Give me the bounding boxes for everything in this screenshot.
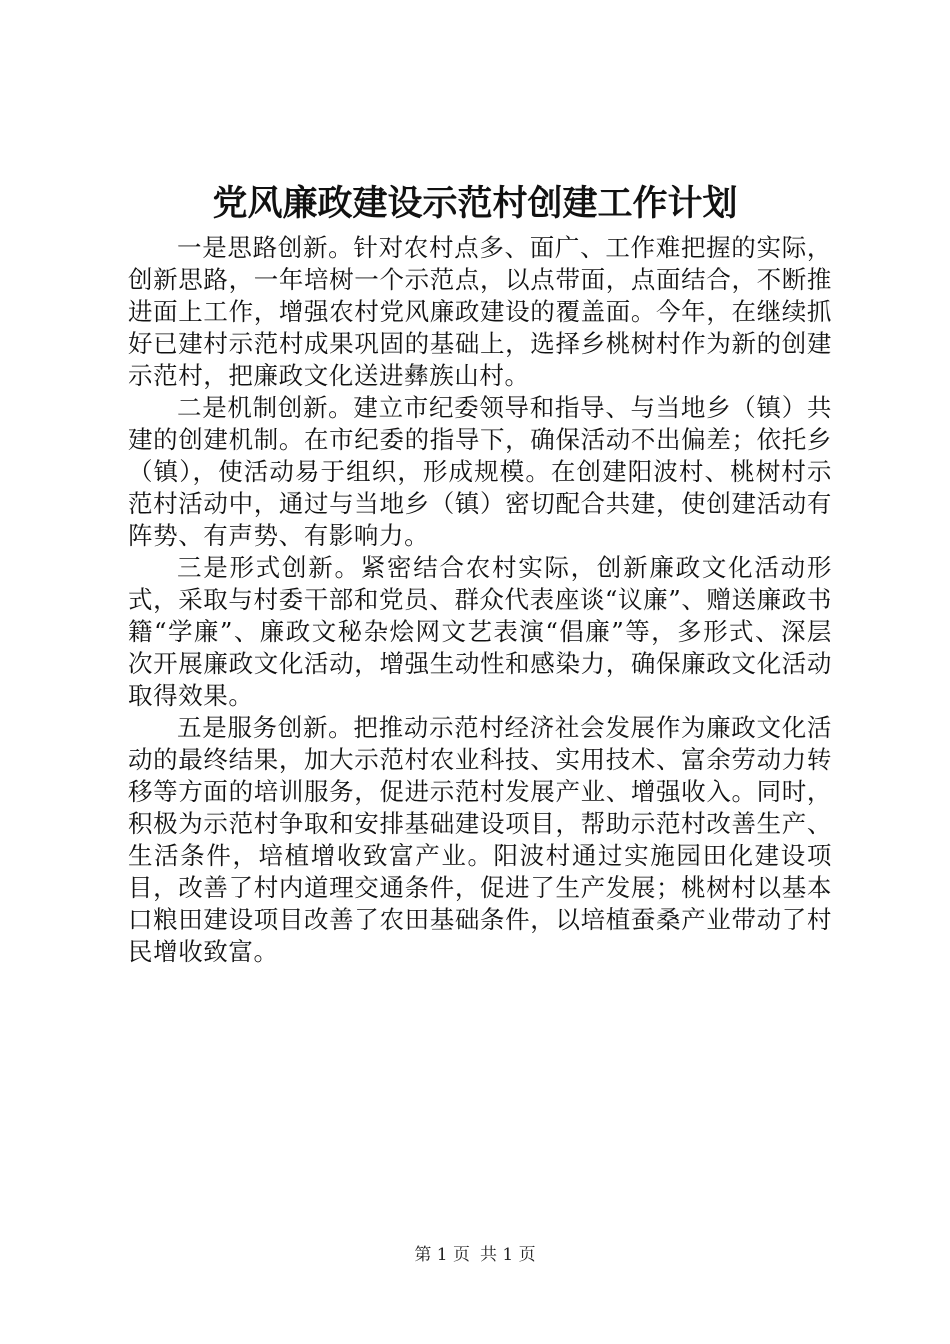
page-footer [0, 1243, 950, 1267]
paragraph-3: 三是形式创新。紧密结合农村实际，创新廉政文化活动形式，采取与村委干部和党员、群众代表座谈“议廉”、赠送廉政书籍“学廉”、廉政文秘杂烩网文艺表演“倡廉”等，多形式、深层次开展廉政文化活动，增强生动性和感染力，确保廉政文化活动取得效果。 [128, 553, 832, 710]
paragraph-4: 五是服务创新。把推动示范村经济社会发展作为廉政文化活动的最终结果，加大示范村农业科技、实用技术、富余劳动力转移等方面的培训服务，促进示范村发展产业、增强收入。同时，积极为示范村争取和安排基础建设项目，帮助示范村改善生产、生活条件，培植增收致富产业。阳波村通过实施园田化建设项目，改善了村内道理交通条件，促进了生产发展；桃树村以基本口粮田建设项目改善了农田基础条件，以培植蚕桑产业带动了村民增收致富。 [128, 713, 832, 966]
paragraph-2: 二是机制创新。建立市纪委领导和指导、与当地乡（镇）共建的创建机制。在市纪委的指导下，确保活动不出偏差；依托乡（镇），使活动易于组织，形成规模。在创建阳波村、桃树村示范村活动中，通过与当地乡（镇）密切配合共建，使创建活动有阵势、有声势、有影响力。 [128, 393, 832, 550]
paragraph-1: 一是思路创新。针对农村点多、面广、工作难把握的实际，创新思路，一年培树一个示范点，以点带面，点面结合，不断推进面上工作，增强农村党风廉政建设的覆盖面。今年，在继续抓好已建村示范村成果巩固的基础上，选择乡桃树村作为新的创建示范村，把廉政文化送进彝族山村。 [128, 233, 832, 390]
document-title: 党风廉政建设示范村创建工作计划 [212, 183, 738, 224]
page-total: 共 1 页 [480, 1245, 536, 1265]
document-body [128, 232, 832, 968]
page-number: 第 1 页 [414, 1245, 470, 1265]
